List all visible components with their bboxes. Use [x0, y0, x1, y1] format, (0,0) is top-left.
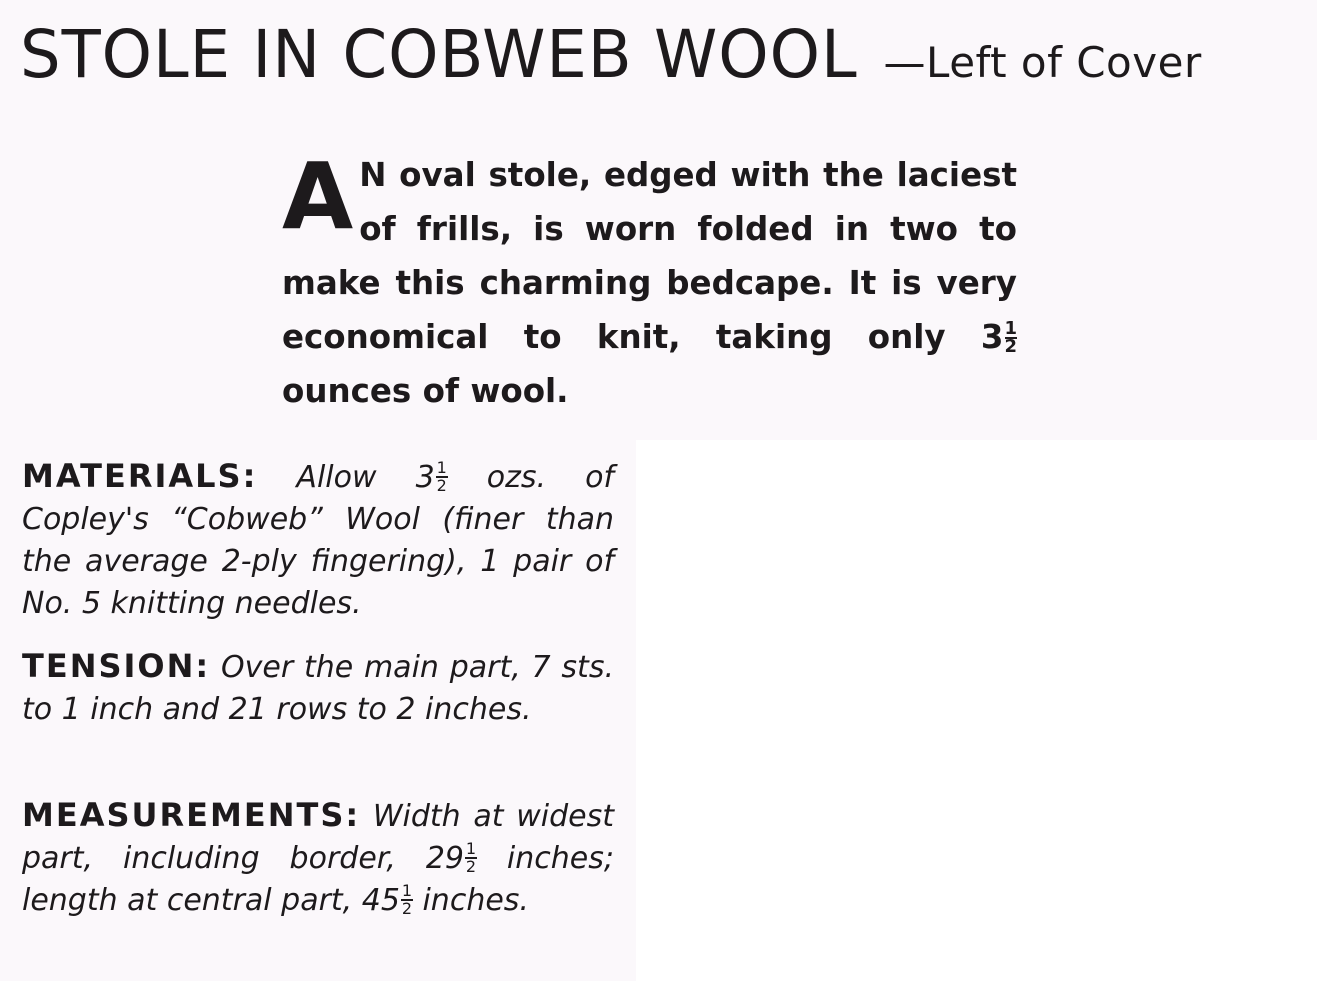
materials-label: MATERIALS: [22, 457, 258, 495]
title-subtitle: —Left of Cover [883, 38, 1202, 87]
fraction-numerator: 1 [1004, 318, 1017, 339]
fraction-denominator: 2 [465, 857, 477, 876]
materials-fraction [436, 458, 448, 495]
measurements-text-b: inches; length at central part, 45 [22, 841, 614, 918]
intro-text-b: ounces of wool. [282, 372, 569, 410]
materials-text-b: ozs. of Copley's “Cobweb” Wool (finer than the average 2-ply fingering), 1 pair of No. 5 knitting needles. [22, 460, 614, 621]
measurements-text-c: inches. [412, 883, 529, 918]
fraction-numerator: 1 [401, 881, 413, 900]
fraction-denominator: 2 [1004, 336, 1017, 357]
materials-section [22, 455, 614, 625]
fraction-numerator: 1 [465, 839, 477, 858]
intro-fraction [1004, 318, 1017, 357]
measurements-label: MEASUREMENTS: [22, 796, 361, 834]
fraction-denominator: 2 [401, 899, 413, 918]
fraction-numerator: 1 [436, 458, 447, 477]
drop-cap: A [282, 143, 354, 250]
materials-text-a: Allow 3 [257, 460, 435, 495]
fraction-denominator: 2 [436, 476, 447, 495]
measurements-fraction-width [465, 839, 477, 876]
title-main: STOLE IN COBWEB WOOL [20, 16, 858, 93]
page-title [20, 16, 1202, 93]
intro-paragraph [282, 143, 1017, 418]
tension-section [22, 645, 614, 731]
tension-label: TENSION: [22, 647, 211, 685]
intro-text-a: N oval stole, edged with the laciest of frills, is worn folded in two to make this charming bedcape. It is very economical to knit, taking only 3 [282, 156, 1017, 356]
measurements-fraction-length [401, 881, 413, 918]
tension-text: Over the main part, 7 sts. to 1 inch and 21 rows to 2 inches. [22, 650, 614, 727]
measurements-section [22, 794, 614, 922]
measurements-text-a: Width at widest part, including border, 29 [22, 799, 614, 876]
